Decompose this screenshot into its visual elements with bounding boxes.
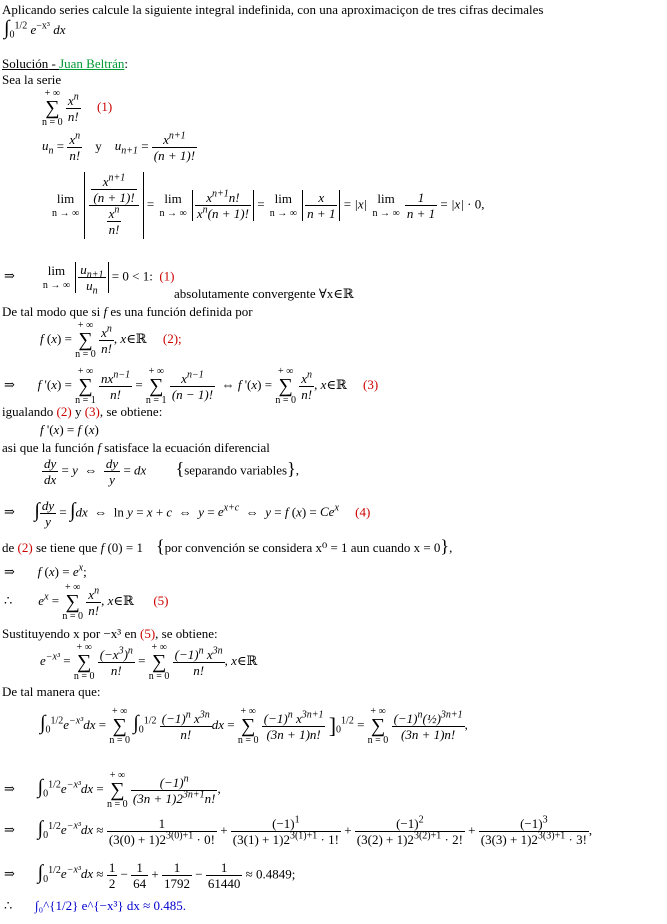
substituted-series: $e^{-x^3}$ = + ∞ ∑ n = 0 $\frac{(-x^3)^n}{n!}$ = + ∞ ∑ n = 0 $\frac{(-1)^n x^{3n}}{n!}$ , x∈ℝ [40,642,258,682]
criterion-line: ⇒ lim n → ∞ $\frac{u_{n+1}}{u_n}$ = 0 < 1: (1) [4,262,175,297]
problem-statement: Aplicando series calcule la siguiente integral indefinida, con una aproximaciçon de tres cifras decimales [2,2,544,17]
f-prime-equals-f: f '(x) = f (x) [40,422,99,437]
ratio-limit: lim n → ∞ $\frac{\frac{x^{n+1}}{(n + 1)!}}{\frac{x^n}{n!}}$ = lim n → ∞ $\frac{x^{n+1}n!}{x^n(n + 1)!}$ = lim n → ∞ $\frac{x}{n + 1}$ = |x| lim n → ∞ $\frac{1}{n + 1}$ = |x| · 0, [52,172,485,237]
absolutely-convergent: absolutamente convergente ∀x∈ℝ [174,286,354,301]
f-equals-exp: ⇒ f $(x) = e^x$; [4,562,87,579]
f-prime-line: ⇒ f '(x) = + ∞ ∑ n = 1 $\frac{nx^{n-1}}{n!}$ = + ∞ ∑ n = 1 $\frac{x^{n-1}}{(n - 1)!}$ ⇔ f '(x) = + ∞ ∑ n = 0 $\frac{x^n}{n!}$ , x∈ℝ (3) [4,366,379,406]
author-link[interactable]: Juan Beltrán [59,56,125,71]
exp-series: ∴ $e^x$ = + ∞ ∑ n = 0 $\frac{x^n}{n!}$ , x∈ℝ (5) [4,582,169,622]
numeric-approx: ⇒ $\int_0^{1/2}e^{-x^3}dx$ ≈ $\frac{1}{2}$ − $\frac{1}{64}$ + $\frac{1}{1792}$ − $\frac{1}{61440}$ ≈ 0.4849; [4,860,296,891]
solution-label: Solución [2,56,49,71]
differential-equation: $\frac{dy}{dx}$ = y ⇔ $\frac{dy}{y}$ = dx {separando variables}, [44,456,299,487]
initial-condition: de (2) se tiene que f (0) = 1 {por convención se considera x⁰ = 1 aun cuando x = 0}, [2,536,453,556]
un-definition: $u_n$ = $\frac{x^n}{n!}$ y $u_{n+1}$ = $\frac{x^{n+1}}{(n + 1)!}$ [42,130,196,163]
final-result: ∴ ∫₀^{1/2} e^{−x³} dx ≈ 0.485. [4,898,187,913]
sustituyendo: Sustituyendo x por −x³ en (5), se obtiene: [2,626,218,641]
series-1: + ∞ ∑ n = 0 $\frac{x^n}{n!}$ (1) [42,88,113,128]
integral-series: $\int_0^{1/2}e^{-x^3}dx$ = + ∞ ∑ n = 0 $\int_0^{1/2}$ $\frac{(-1)^n x^{3n}}{n!}$ dx = + ∞ ∑ n = 0 $\frac{(-1)^n x^{3n+1}}{(3n + 1)n!}$ ]$_0^{1/2}$ = + ∞ ∑ n = 0 $\frac{(-1)^n(\frac{1}{2})^{3n+1}}{(3n + 1)n!}$ , [40,706,468,746]
problem-integral: $\int_0^{1/2}$ $e^{-x^3}$ dx [4,17,66,41]
asi-que: asi que la función f satisface la ecuación diferencial [2,440,270,455]
simplified-series: ⇒ $\int_0^{1/2}e^{-x^3}dx$ = + ∞ ∑ n = 0 $\frac{(-1)^n}{(3n + 1)2^{3n+1}n!}$ , [4,770,221,810]
integration-line: ⇒ ∫ $\frac{dy}{y}$ = ∫dx ⇔ ln y = x + c ⇔ $y = e^{x+c}$ ⇔ y = f $(x) = Ce^x$ (4) [4,498,371,529]
four-terms: ⇒ $\int_0^{1/2}e^{-x^3}dx$ ≈ $\frac{1}{(3(0) + 1)2^{3(0)+1} \cdot 0!}$ + $\frac{(-1)^1}{(3(1) + 1)2^{3(1)+1} \cdot 1!}$ + $\frac{(-1)^2}{(3(2) + 1)2^{3(2)+1} \cdot 2!}$ + $\frac{(-1)^3}{(3(3) + 1)2^{3(3)+1} \cdot 3!}$ , [4,814,593,847]
de-tal-manera: De tal manera que: [2,684,101,699]
de-tal-modo: De tal modo que si f es una función definida por [2,304,253,319]
igualando: igualando (2) y (3), se obtiene: [2,404,163,419]
solution-header: Solución - Juan Beltrán: [2,56,129,71]
f-definition: f (x) = + ∞ ∑ n = 0 $\frac{x^n}{n!}$ , x∈ℝ (2); [40,320,182,360]
sea-la-serie: Sea la serie [2,72,62,87]
